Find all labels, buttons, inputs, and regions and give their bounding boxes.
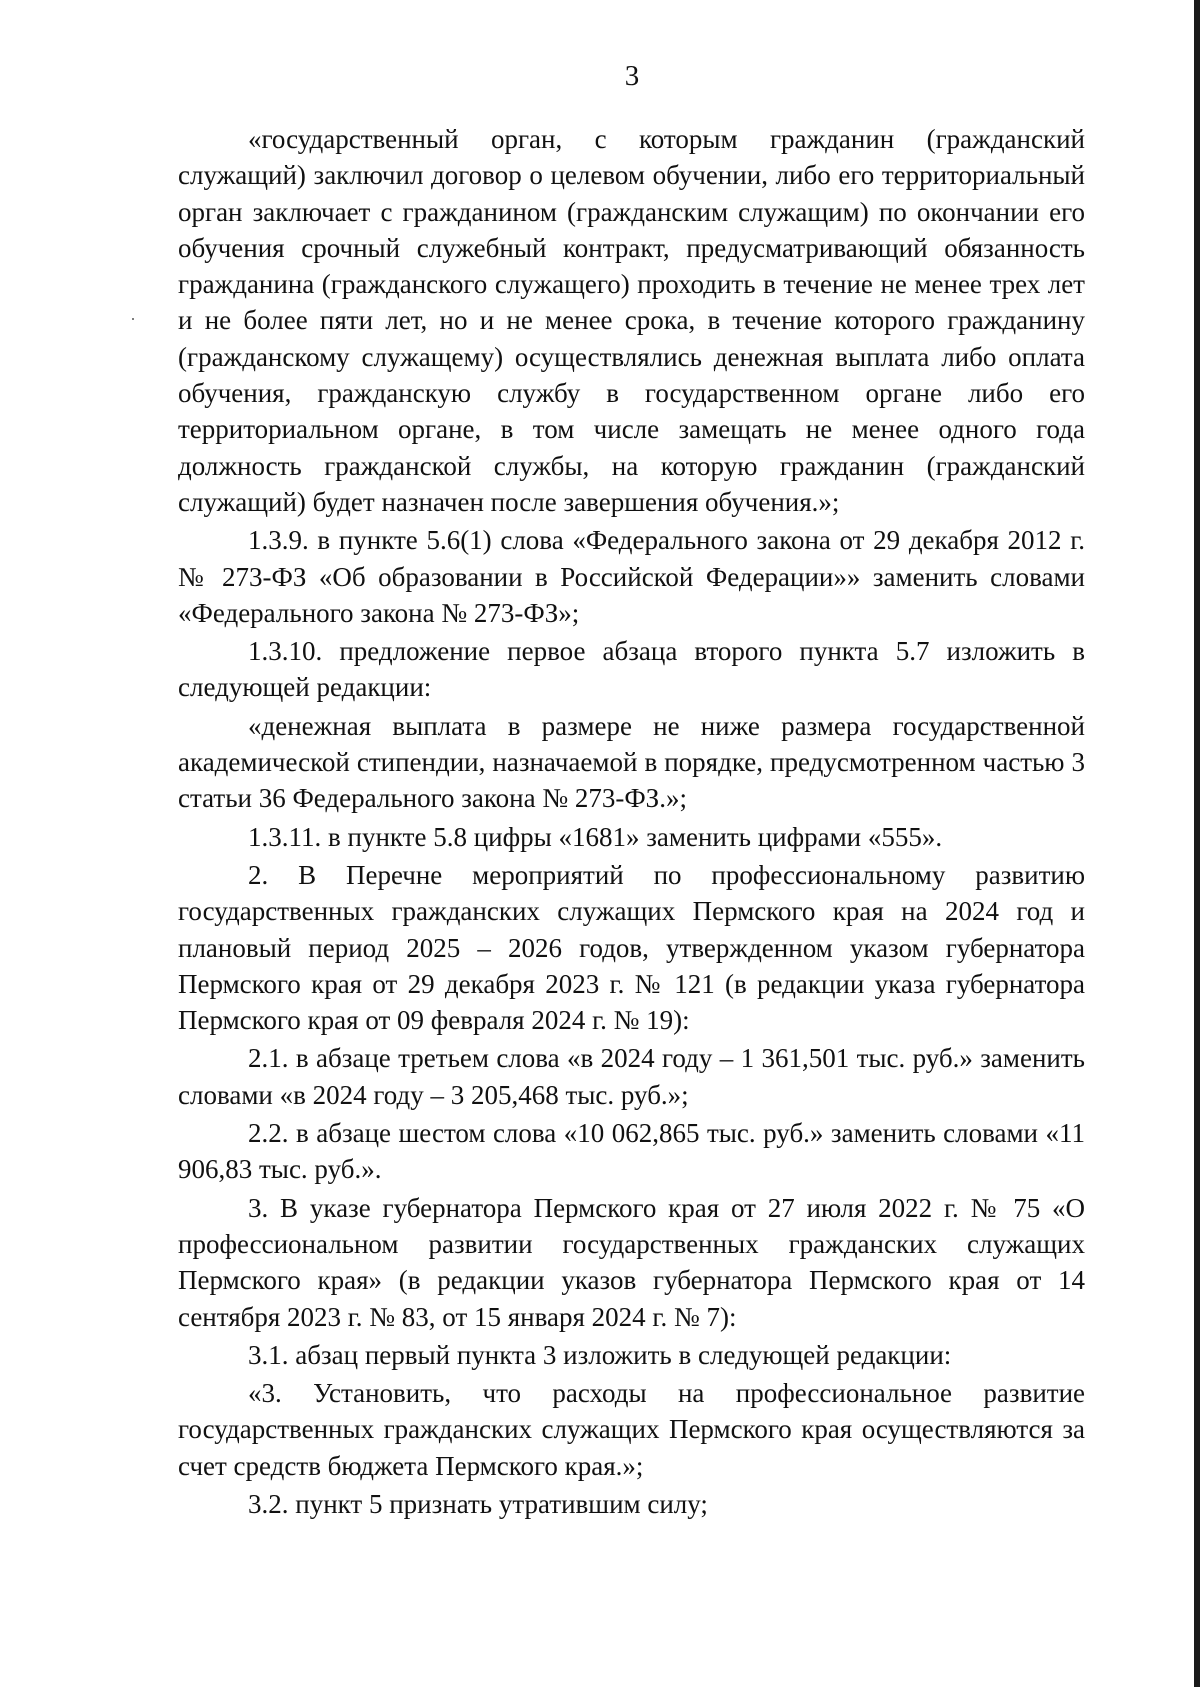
- paragraph-quoted-contract-clause: «государственный орган, с которым гражданин (гражданский служащий) заключил договор о целевом обучении, либо его территориальный орган заключает с гражданином (гражданским служащим) по окончании его обучения срочный служебный контракт, предусматривающий обязанность гражданина (гражданского служащего) проходить в течение не менее трех лет и не более пяти лет, но и не менее срока, в течение которого гражданину (гражданскому служащему) осуществлялись денежная выплата либо оплата обучения, гражданскую службу в государственном органе либо его территориальном органе, в том числе замещать не менее одного года должность гражданской службы, на которую гражданин (гражданский служащий) будет назначен после завершения обучения.»;: [178, 124, 1085, 517]
- paragraph-2-2: 2.2. в абзаце шестом слова «10 062,865 тыс. руб.» заменить словами «11 906,83 тыс. руб.».: [178, 1118, 1085, 1185]
- document-body: [178, 121, 1085, 1522]
- paragraph-3-2: 3.2. пункт 5 признать утратившим силу;: [248, 1488, 708, 1519]
- scan-speck: [132, 318, 134, 320]
- paragraph-1-3-10: 1.3.10. предложение первое абзаца второго пункта 5.7 изложить в следующей редакции:: [178, 636, 1085, 703]
- paragraph-3-1: 3.1. абзац первый пункта 3 изложить в следующей редакции:: [248, 1339, 952, 1370]
- paragraph-quoted-expenses-clause: «3. Установить, что расходы на профессиональное развитие государственных гражданских служащих Пермского края осуществляются за счет средств бюджета Пермского края.»;: [178, 1378, 1085, 1481]
- paragraph-quoted-payment-clause: «денежная выплата в размере не ниже размера государственной академической стипендии, назначаемой в порядке, предусмотренном частью 3 статьи 36 Федерального закона № 273-ФЗ.»;: [178, 710, 1085, 814]
- paragraph-3: 3. В указе губернатора Пермского края от 27 июля 2022 г. № 75 «О профессиональном развитии государственных гражданских служащих Пермского края» (в редакции указов губернатора Пермского края от 14 сентября 2023 г. № 83, от 15 января 2024 г. № 7):: [178, 1192, 1085, 1332]
- paragraph-2-1: 2.1. в абзаце третьем слова «в 2024 году – 1 361,501 тыс. руб.» заменить словами «в 2024 году – 3 205,468 тыс. руб.»;: [178, 1043, 1085, 1110]
- page-number: 3: [624, 60, 640, 92]
- paragraph-2: 2. В Перечне мероприятий по профессиональному развитию государственных гражданских служащих Пермского края на 2024 год и плановый период 2025 – 2026 годов, утвержденном указом губернатора Пермского края от 29 декабря 2023 г. № 121 (в редакции указа губернатора Пермского края от 09 февраля 2024 г. № 19):: [178, 859, 1085, 1036]
- paragraph-1-3-11: 1.3.11. в пункте 5.8 цифры «1681» заменить цифрами «555».: [248, 821, 943, 852]
- paragraph-1-3-9: 1.3.9. в пункте 5.6(1) слова «Федерального закона от 29 декабря 2012 г. № 273-ФЗ «Об образовании в Российской Федерации»» заменить словами «Федерального закона № 273-ФЗ»;: [178, 525, 1085, 628]
